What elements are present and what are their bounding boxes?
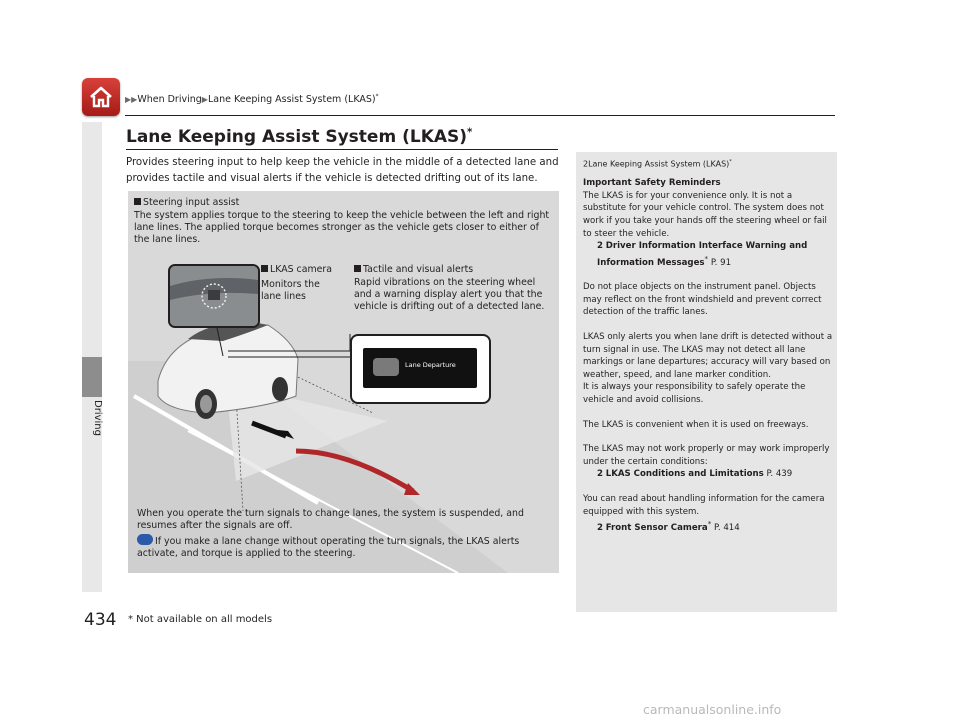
reference-1-title: Driver Information Interface Warning and Information Messages	[597, 241, 808, 268]
reference-3-title: Front Sensor Camera	[605, 523, 708, 534]
breadcrumb-current: Lane Keeping Assist System (LKAS)	[207, 94, 376, 106]
title-rule	[126, 149, 558, 150]
note-reference-1[interactable]	[583, 240, 835, 269]
note-paragraph-6: The LKAS may not work properly or may work improperly under the certain conditions:	[583, 444, 830, 467]
tactile-alerts-heading-text: Tactile and visual alerts	[363, 264, 474, 275]
steering-assist-heading	[134, 197, 239, 209]
note-marker-icon: 2	[583, 159, 589, 169]
display-message: Lane Departure	[405, 361, 456, 369]
home-icon	[87, 83, 115, 111]
side-tab-label: Driving	[92, 400, 103, 436]
breadcrumb-arrow-icon: ▶▶	[125, 95, 138, 105]
display-screen	[363, 348, 477, 388]
lane-change-note	[137, 534, 553, 560]
camera-closeup	[170, 266, 258, 326]
reference-arrow-icon: 2	[597, 523, 603, 534]
camera-inset-image	[168, 264, 260, 328]
note-paragraph-5: The LKAS is convenient when it is used on freeways.	[583, 419, 809, 430]
page-title-text: Lane Keeping Assist System (LKAS)	[126, 127, 468, 147]
side-tab-driving[interactable]	[82, 357, 102, 397]
diagram-panel	[128, 191, 559, 573]
breadcrumb-arrow-icon: ▶	[201, 95, 208, 105]
breadcrumb-link-when-driving[interactable]: When Driving	[137, 94, 202, 106]
lkas-camera-heading	[261, 264, 332, 276]
steering-assist-heading-text: Steering input assist	[143, 197, 240, 208]
watermark: carmanualsonline.info	[643, 702, 782, 717]
reference-1-page: P. 91	[710, 257, 732, 268]
reference-arrow-icon: 2	[597, 469, 603, 480]
page-title	[126, 127, 472, 147]
note-important: Important Safety Reminders	[583, 178, 721, 189]
lane-departure-icon	[373, 358, 399, 376]
reference-3-page: P. 414	[714, 523, 740, 534]
footnote: * Not available on all models	[128, 614, 273, 625]
bullet-square-icon	[354, 265, 361, 272]
sidebar-note	[583, 157, 835, 535]
breadcrumb	[125, 94, 378, 105]
reference-2-page: P. 439	[766, 469, 793, 480]
lane-departure-display-inset	[350, 334, 491, 404]
header-rule	[125, 115, 835, 116]
home-button[interactable]	[82, 78, 120, 116]
intro-paragraph: Provides steering input to help keep the vehicle in the middle of a detected lane and provides tactile and visual alerts if the vehicle is detected drifting out of its lane.	[126, 157, 559, 184]
page-title-asterisk: *	[467, 127, 473, 139]
note-heading-asterisk: *	[729, 160, 732, 165]
note-paragraph-3: LKAS only alerts you when lane drift is detected without a turn signal in use. The LKAS may not detect all lane markings or lane departures; accuracy will vary based on weather, speed, and lane marker condition.	[583, 332, 833, 380]
reference-1-asterisk: *	[704, 253, 709, 263]
note-paragraph-1: The LKAS is for your convenience only. It is not a substitute for your vehicle control. The system does not work if you take your hands off the steering wheel or fail to steer the vehicle.	[583, 190, 827, 239]
turn-signal-note: When you operate the turn signals to change lanes, the system is suspended, and resumes after the signals are off.	[137, 508, 524, 531]
note-heading	[583, 157, 835, 171]
tactile-alerts-body: Rapid vibrations on the steering wheel and a warning display alert you that the vehicle is drifting out of a detected lane.	[354, 277, 545, 312]
reference-3-asterisk: *	[707, 519, 712, 529]
note-paragraph-2: Do not place objects on the instrument panel. Objects may reflect on the front windshield and prevent correct detection of the traffic lanes.	[583, 282, 822, 318]
us-region-icon	[137, 534, 153, 545]
bullet-square-icon	[261, 265, 268, 272]
note-heading-text: Lane Keeping Assist System (LKAS)	[588, 159, 730, 169]
bullet-square-icon	[134, 198, 141, 205]
note-paragraph-7: You can read about handling information for the camera equipped with this system.	[583, 493, 825, 517]
lane-change-note-text: If you make a lane change without operating the turn signals, the LKAS alerts activate, and torque is applied to the steering.	[137, 536, 520, 559]
note-reference-3[interactable]	[583, 518, 835, 534]
reference-2-title: LKAS Conditions and Limitations	[605, 469, 764, 480]
reference-arrow-icon: 2	[597, 241, 603, 252]
page-number: 434	[84, 610, 117, 630]
tactile-alerts-heading	[354, 264, 473, 276]
lkas-camera-body: Monitors the lane lines	[261, 279, 320, 302]
breadcrumb-asterisk: *	[375, 94, 379, 100]
steering-assist-body: The system applies torque to the steering to keep the vehicle between the left and right lane lines. The applied torque becomes stronger as the vehicle gets closer to either of the lane lines.	[134, 210, 550, 245]
lkas-camera-heading-text: LKAS camera	[270, 264, 332, 275]
note-paragraph-4: It is always your responsibility to safely operate the vehicle and avoid collisions.	[583, 382, 806, 406]
note-reference-2[interactable]	[583, 468, 835, 481]
